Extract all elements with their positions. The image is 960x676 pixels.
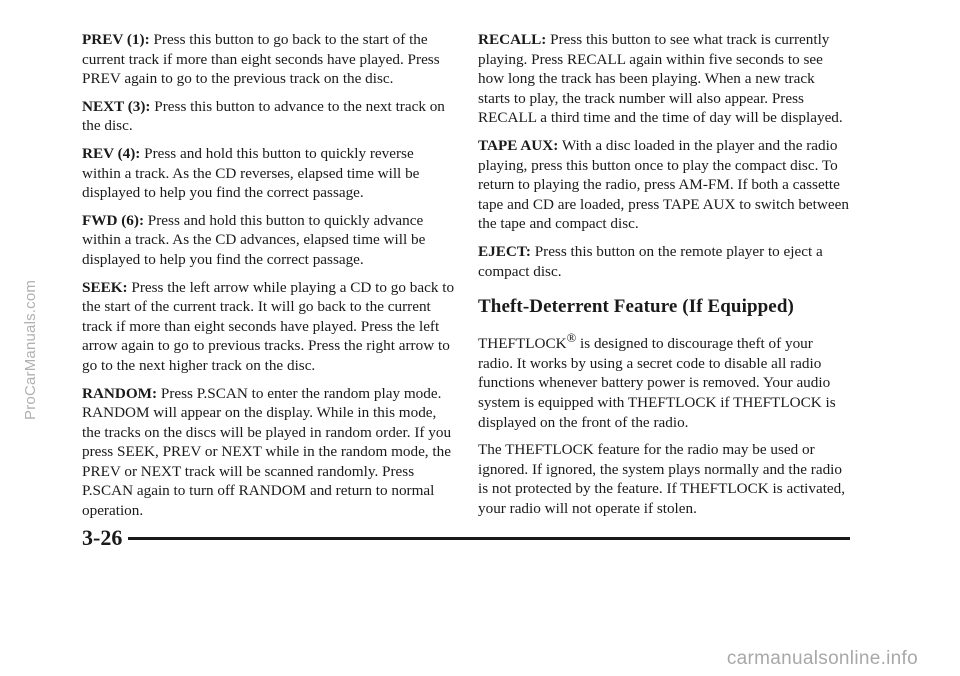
theftlock-text: is designed to discourage theft of your radio. It works by using a secret code to disable all radio functions whenever battery power is removed. Your audio system is equipped with THEFTLOCK if THEFTLOCK is displayed on the front of the radio. [478, 335, 836, 431]
theftlock-brand: THEFTLOCK [478, 335, 567, 353]
random-label: RANDOM: [82, 384, 158, 402]
eject-paragraph [478, 242, 850, 281]
seek-label: SEEK: [82, 278, 128, 296]
random-text: Press P.SCAN to enter the random play mode. RANDOM will appear on the display. While in this mode, the tracks on the discs will be played in random order. If you press SEEK, PREV or NEXT while in the random mode, the PREV or NEXT track will be scanned randomly. Press P.SCAN again to turn off RANDOM and return to normal operation. [82, 384, 452, 520]
theft-deterrent-heading: Theft-Deterrent Feature (If Equipped) [478, 296, 794, 318]
side-watermark: ProCarManuals.com [22, 279, 39, 420]
prev-text: Press this button to go back to the start of the current track if more than eight seconds have played. Press PREV again to go to the previous track on the disc. [82, 31, 440, 88]
next-paragraph [82, 97, 456, 136]
next-label: NEXT (3): [82, 97, 151, 115]
fwd-text: Press and hold this button to quickly advance within a track. As the CD advances, elapsed time will be displayed to help you find the correct passage. [82, 211, 426, 268]
tape-aux-paragraph [478, 136, 850, 234]
eject-text: Press this button on the remote player to eject a compact disc. [478, 242, 823, 280]
random-paragraph [82, 384, 456, 521]
recall-label: RECALL: [478, 31, 547, 48]
fwd-paragraph [82, 211, 456, 270]
recall-paragraph [478, 30, 850, 128]
recall-text: Press this button to see what track is currently playing. Press RECALL again within five seconds to see how long the track has been playing. When a new track starts to play, the track number will also appear. Press RECALL a third time and the time of day will be displayed. [478, 31, 843, 127]
next-text: Press this button to advance to the next track on the disc. [82, 97, 445, 135]
tape-aux-text: With a disc loaded in the player and the radio playing, press this button once to play the compact disc. To return to playing the radio, press AM-FM. If both a cassette tape and CD are loaded, press TAPE AUX to switch between the tape and compact disc. [478, 136, 849, 233]
seek-paragraph [82, 278, 456, 376]
footer-rule [128, 537, 850, 540]
page-footer [82, 523, 850, 553]
tape-aux-label: TAPE AUX: [478, 136, 559, 154]
rev-paragraph [82, 144, 456, 203]
left-column [82, 30, 456, 529]
seek-text: Press the left arrow while playing a CD to go back to the start of the current track. It will go back to the current track if more than eight seconds have played. Press the left arrow again to go to previous tracks. Press the right arrow to go to the next higher track on the disc. [82, 278, 455, 374]
fwd-label: FWD (6): [82, 211, 144, 229]
prev-paragraph [82, 30, 456, 89]
prev-label: PREV (1): [82, 31, 150, 48]
theftlock-usage-paragraph: The THEFTLOCK feature for the radio may be used or ignored. If ignored, the system plays normally and the radio is not protected by the feature. If THEFTLOCK is activated, your radio will not operate if stolen. [478, 441, 846, 517]
bottom-watermark: carmanualsonline.info [726, 648, 918, 669]
right-column [478, 30, 850, 527]
page-number: 3-26 [82, 525, 123, 550]
theftlock-paragraph [478, 329, 850, 432]
rev-text: Press and hold this button to quickly reverse within a track. As the CD reverses, elapsed time will be displayed to help you find the correct passage. [82, 144, 420, 202]
eject-label: EJECT: [478, 242, 531, 260]
registered-mark: ® [566, 331, 577, 346]
rev-label: REV (4): [82, 144, 141, 162]
